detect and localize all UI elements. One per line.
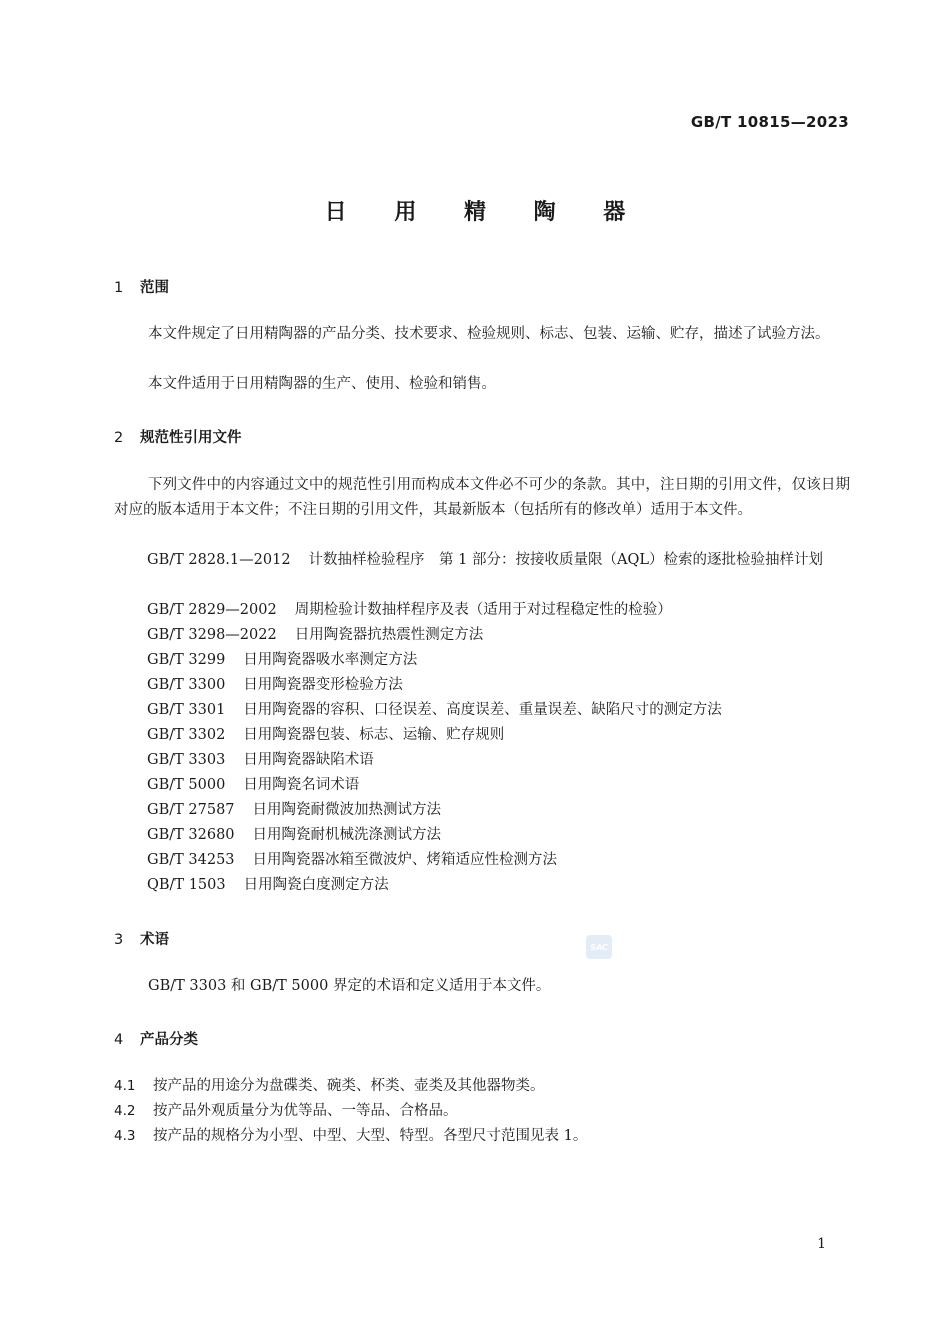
reference-code: GB/T 32680 [147,827,235,843]
reference-item [147,598,850,623]
reference-code: GB/T 3301 [147,702,226,718]
section-title: 产品分类 [140,1032,198,1048]
section-heading-classification [114,1028,198,1049]
references-intro: 下列文件中的内容通过文中的规范性引用而构成本文件必不可少的条款。其中，注日期的引用文件，仅该日期对应的版本适用于本文件；不注日期的引用文件，其最新版本（包括所有的修改单）适用于本文件。 [114,477,850,518]
scope-paragraph: 本文件适用于日用精陶器的生产、使用、检验和销售。 [148,376,496,392]
reference-item [147,873,850,898]
reference-title: 日用陶瓷器包装、标志、运输、贮存规则 [243,727,505,743]
reference-item [147,823,850,848]
reference-title: 日用陶瓷白度测定方法 [243,877,389,893]
reference-item [147,748,850,773]
section-number: 2 [114,430,124,446]
clause-item [114,1074,545,1099]
reference-item [147,848,850,873]
reference-code: GB/T 3298—2022 [147,627,277,643]
reference-code: GB/T 3303 [147,752,226,768]
reference-item [147,698,850,723]
reference-code: QB/T 1503 [147,877,226,893]
clause-item [114,1099,458,1124]
scope-paragraph: 本文件规定了日用精陶器的产品分类、技术要求、检验规则、标志、包装、运输、贮存，描述了试验方法。 [148,326,830,342]
reference-item [147,648,850,673]
sac-watermark-logo: SAC [586,935,612,959]
reference-title: 日用陶瓷耐机械洗涤测试方法 [252,827,442,843]
terms-paragraph: GB/T 3303 和 GB/T 5000 界定的术语和定义适用于本文件。 [148,978,551,994]
reference-title: 周期检验计数抽样程序及表（适用于对过程稳定性的检验） [294,602,672,618]
reference-item [147,773,850,798]
reference-item [147,673,850,698]
reference-title: 计数抽样检验程序 第 1 部分：按接收质量限（AQL）检索的逐批检验抽样计划 [308,552,823,568]
standard-code: GB/T 10815—2023 [690,113,849,131]
section-title: 规范性引用文件 [140,430,242,446]
reference-title: 日用陶瓷器冰箱至微波炉、烤箱适应性检测方法 [252,852,558,868]
document-title: 日 用 精 陶 器 [324,200,646,225]
reference-item [114,548,850,573]
reference-title: 日用陶瓷器吸水率测定方法 [243,652,418,668]
page-number: 1 [817,1236,826,1252]
reference-code: GB/T 27587 [147,802,235,818]
reference-code: GB/T 3302 [147,727,226,743]
section-title: 术语 [140,932,169,948]
section-heading-terms [114,928,169,949]
section-heading-normative-references [114,426,242,447]
clause-item [114,1124,587,1149]
clause-number: 4.1 [114,1078,136,1094]
reference-title: 日用陶瓷耐微波加热测试方法 [252,802,442,818]
clause-number: 4.3 [114,1128,136,1144]
section-number: 3 [114,932,124,948]
reference-title: 日用陶瓷名词术语 [243,777,360,793]
reference-code: GB/T 3300 [147,677,226,693]
section-title: 范围 [140,280,169,296]
reference-code: GB/T 3299 [147,652,226,668]
clause-number: 4.2 [114,1103,136,1119]
clause-text: 按产品外观质量分为优等品、一等品、合格品。 [153,1103,458,1119]
section-number: 4 [114,1032,124,1048]
section-heading-scope [114,276,169,297]
clause-text: 按产品的用途分为盘碟类、碗类、杯类、壶类及其他器物类。 [153,1078,545,1094]
reference-code: GB/T 2828.1—2012 [147,552,291,568]
clause-text: 按产品的规格分为小型、中型、大型、特型。各型尺寸范围见表 1。 [153,1128,588,1144]
reference-code: GB/T 34253 [147,852,235,868]
reference-code: GB/T 5000 [147,777,226,793]
reference-title: 日用陶瓷器变形检验方法 [243,677,403,693]
reference-title: 日用陶瓷器的容积、口径误差、高度误差、重量误差、缺陷尺寸的测定方法 [243,702,722,718]
reference-item [147,623,850,648]
reference-code: GB/T 2829—2002 [147,602,277,618]
reference-title: 日用陶瓷器缺陷术语 [243,752,374,768]
section-number: 1 [114,280,124,296]
reference-item [147,723,850,748]
reference-item [147,798,850,823]
reference-title: 日用陶瓷器抗热震性测定方法 [294,627,484,643]
